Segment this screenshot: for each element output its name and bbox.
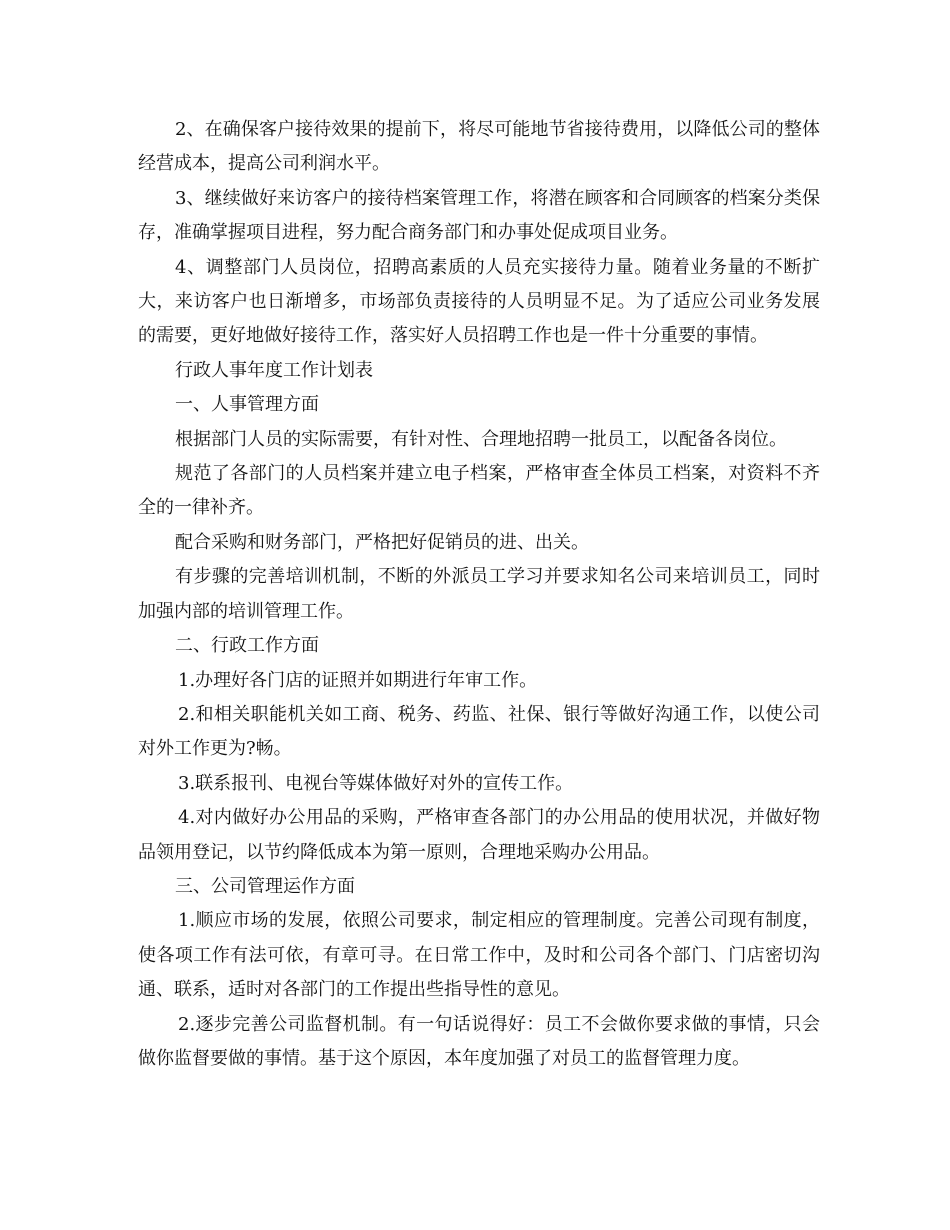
document-body <box>138 113 820 1076</box>
paragraph-training: 有步骤的完善培训机制，不断的外派员工学习并要求知名公司来培训员工，同时加强内部的培训管理工作。 <box>138 566 820 622</box>
paragraph-promoter-control: 配合采购和财务部门，严格把好促销员的进、出关。 <box>175 531 589 553</box>
paragraph-reception-cost: 2、在确保客户接待效果的提前下，将尽可能地节省接待费用，以降低公司的整体经营成本，提高公司利润水平。 <box>138 119 820 175</box>
plan-title: 行政人事年度工作计划表 <box>175 359 373 381</box>
paragraph-office-supplies: 4.对内做好办公用品的采购，严格审查各部门的办公用品的使用状况，并做好物品领用登记，以节约降低成本为第一原则，合理地采购办公用品。 <box>138 807 820 863</box>
paragraph-recruitment: 根据部门人员的实际需要，有针对性、合理地招聘一批员工，以配备各岗位。 <box>175 428 787 450</box>
section-heading-administration: 二、行政工作方面 <box>175 635 319 657</box>
section-heading-management: 三、公司管理运作方面 <box>175 875 355 897</box>
section-heading-personnel: 一、人事管理方面 <box>175 394 319 416</box>
paragraph-media-publicity: 3.联系报刊、电视台等媒体做好对外的宣传工作。 <box>178 772 574 794</box>
paragraph-supervision: 2.逐步完善公司监督机制。有一句话说得好：员工不会做你要求做的事情，只会做你监督要做的事情。基于这个原因，本年度加强了对员工的监督管理力度。 <box>138 1013 820 1069</box>
paragraph-management-system: 1.顺应市场的发展，依照公司要求，制定相应的管理制度。完善公司现有制度，使各项工作有法可依，有章可寻。在日常工作中，及时和公司各个部门、门店密切沟通、联系，适时对各部门的工作提出些指导性的意见。 <box>138 910 820 1001</box>
paragraph-staffing-adjustment: 4、调整部门人员岗位，招聘高素质的人员充实接待力量。随着业务量的不断扩大，来访客户也日渐增多，市场部负责接待的人员明显不足。为了适应公司业务发展的需要，更好地做好接待工作，落实好人员招聘工作也是一件十分重要的事情。 <box>138 256 820 347</box>
paragraph-archive-management: 3、继续做好来访客户的接待档案管理工作，将潜在顾客和合同顾客的档案分类保存，准确掌握项目进程，努力配合商务部门和办事处促成项目业务。 <box>138 187 820 244</box>
paragraph-licenses: 1.办理好各门店的证照并如期进行年审工作。 <box>178 669 538 691</box>
paragraph-agency-communication: 2.和相关职能机关如工商、税务、药监、社保、银行等做好沟通工作，以使公司对外工作更为?畅。 <box>138 703 820 760</box>
paragraph-personnel-files: 规范了各部门的人员档案并建立电子档案，严格审查全体员工档案，对资料不齐全的一律补齐。 <box>138 463 820 519</box>
